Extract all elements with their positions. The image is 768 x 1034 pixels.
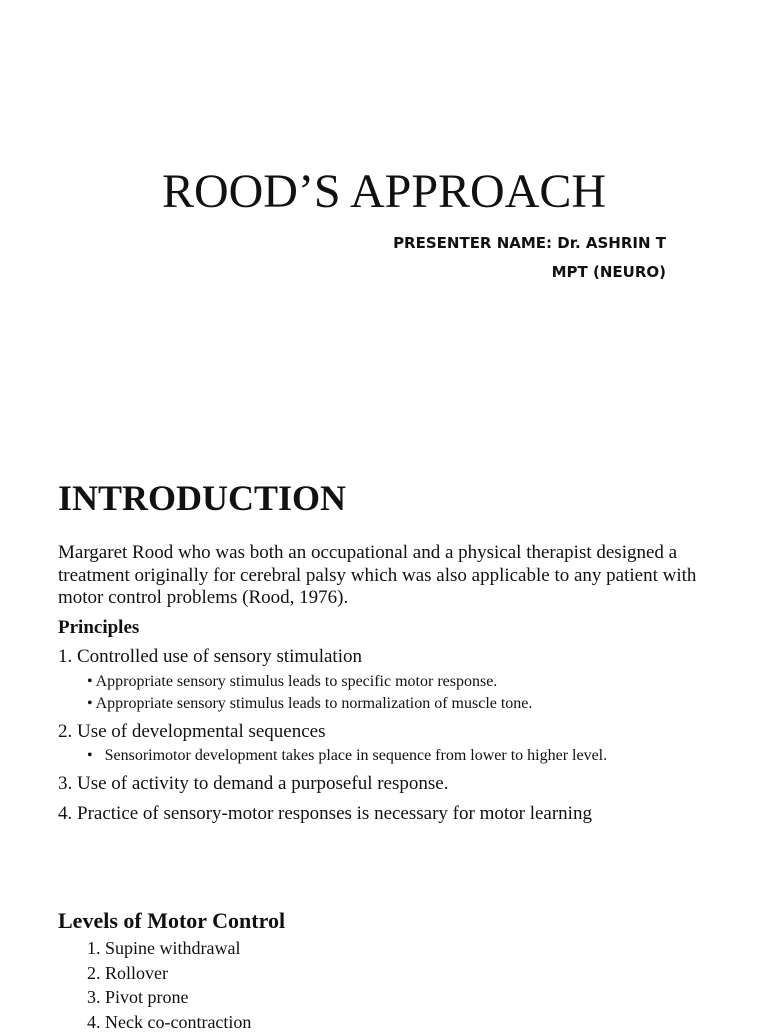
principle-item: 4. Practice of sensory-motor responses is necessary for motor learning (58, 803, 592, 824)
principles-heading: Principles (58, 617, 140, 638)
list-item: 3. Pivot prone (87, 987, 189, 1008)
presenter-degree: MPT (NEURO) (551, 263, 666, 281)
bullet-icon: • (87, 695, 93, 712)
principle-sub-bullet (87, 694, 532, 714)
principle-item: 2. Use of developmental sequences (58, 721, 326, 742)
list-item: 4. Neck co-contraction (87, 1011, 252, 1032)
principle-sub-text: Appropriate sensory stimulus leads to normalization of muscle tone. (95, 695, 533, 712)
bullet-icon: • (87, 747, 93, 764)
levels-list (87, 936, 251, 1034)
levels-heading: Levels of Motor Control (58, 908, 286, 933)
principle-item: 1. Controlled use of sensory stimulation (58, 646, 362, 667)
slide-title: ROOD’S APPROACH (161, 165, 607, 218)
principle-sub-bullet (87, 672, 497, 692)
principle-sub-text: Appropriate sensory stimulus leads to specific motor response. (95, 673, 498, 690)
list-item: 1. Supine withdrawal (87, 938, 241, 958)
principle-sub-text: Sensorimotor development takes place in sequence from lower to higher level. (104, 747, 608, 764)
list-item: 2. Rollover (87, 962, 168, 983)
principle-item: 3. Use of activity to demand a purposeful response. (58, 773, 449, 794)
principle-sub-bullet (87, 746, 607, 766)
presenter-info (393, 229, 666, 287)
introduction-paragraph: Margaret Rood who was both an occupational and a physical therapist designed a treatment originally for cerebral palsy which was also applicable to any patient with motor control problems (Rood, 1976). (58, 542, 697, 608)
introduction-heading: INTRODUCTION (58, 478, 347, 518)
presenter-name: PRESENTER NAME: Dr. ASHRIN T (393, 234, 666, 252)
bullet-icon: • (87, 673, 93, 690)
